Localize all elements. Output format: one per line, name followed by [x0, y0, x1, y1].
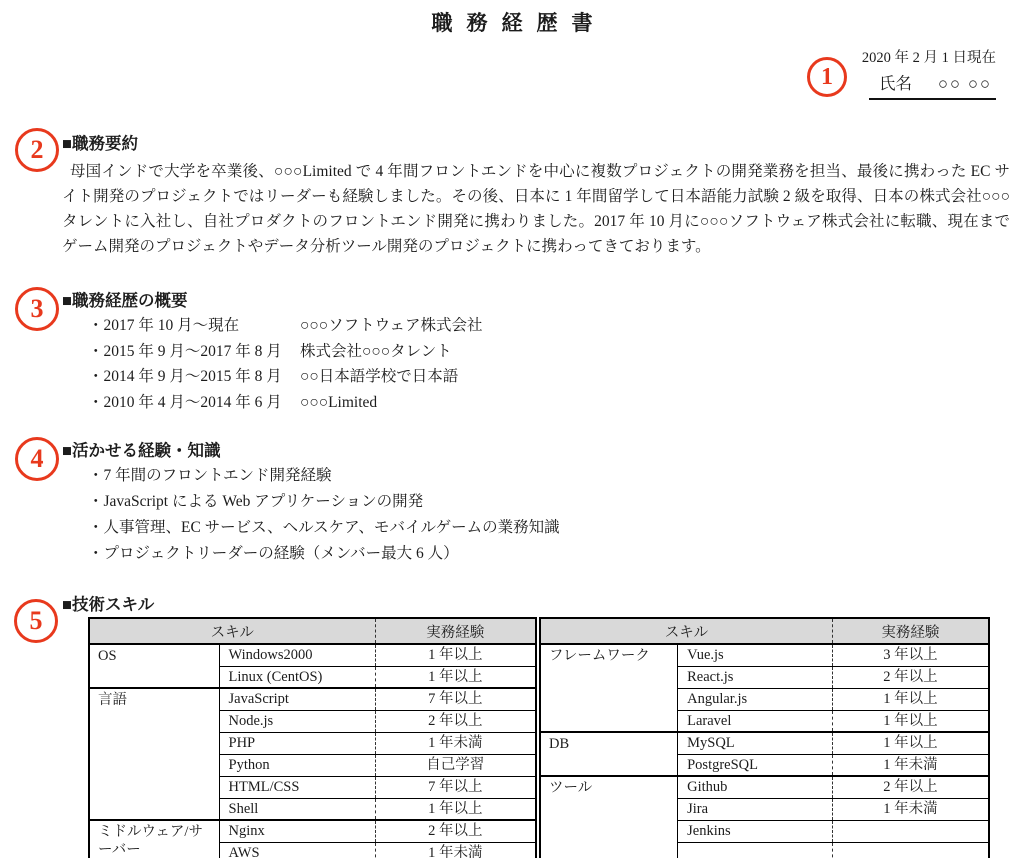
column-header-skill: スキル: [540, 618, 832, 644]
skill-cell: Jenkins: [678, 820, 833, 842]
table-header-row: [89, 618, 536, 644]
summary-paragraph: 母国インドで大学を卒業後、○○○Limited で 4 年間フロントエンドを中心に複数プロジェクトの開発業務を担当、最後に携わった EC サイト開発のプロジェクトではリーダーも経験しました。その後、日本に 1 年間留学して日本語能力試験 2 級を取得、日本の株式会社○○○タレントに入社し、自社プロダクトのフロントエンド開発に携わりました。2017 年 10 月に○○○ソフトウェア株式会社に転職、現在までゲーム開発のプロジェクトやデータ分析ツール開発のプロジェクトに携わってきております。: [62, 163, 1010, 255]
skill-cell: AWS: [219, 842, 375, 858]
history-company: 株式会社○○○タレント: [300, 342, 452, 360]
annotation-circle-3: 3: [15, 287, 59, 331]
skill-cell: Nginx: [219, 820, 375, 842]
experience-cell: 1 年未満: [832, 798, 989, 820]
skill-cell: React.js: [678, 666, 833, 688]
skill-cell: Jira: [678, 798, 833, 820]
skill-cell: Node.js: [219, 710, 375, 732]
experience-cell: [832, 820, 989, 842]
history-item: [88, 364, 1024, 390]
skill-cell: MySQL: [678, 732, 833, 754]
experience-heading: ■活かせる経験・知識: [62, 441, 221, 460]
annotation-circle-5: 5: [14, 599, 58, 643]
column-header-experience: 実務経験: [375, 618, 536, 644]
category-cell: DB: [540, 732, 678, 776]
annotation-circle-2: 2: [15, 128, 59, 172]
skill-cell: HTML/CSS: [219, 776, 375, 798]
name-value: ○○ ○○: [938, 74, 992, 93]
history-company: ○○○Limited: [300, 393, 378, 411]
skills-tables: [88, 617, 1024, 858]
history-period: ・2010 年 4 月～2014 年 6 月: [88, 393, 282, 411]
table-row: [89, 644, 536, 666]
category-cell: ツール: [540, 776, 678, 858]
history-item: [88, 313, 1024, 339]
experience-cell: 2 年以上: [375, 820, 536, 842]
skill-cell: Vue.js: [678, 644, 833, 666]
experience-cell: 1 年未満: [832, 754, 989, 776]
history-company: ○○○ソフトウェア株式会社: [300, 317, 483, 334]
experience-cell: 1 年以上: [375, 644, 536, 666]
skill-cell: Angular.js: [678, 688, 833, 710]
experience-item: ・7 年間のフロントエンド開発経験: [88, 467, 332, 484]
column-header-experience: 実務経験: [832, 618, 989, 644]
category-cell: 言語: [89, 688, 219, 820]
experience-cell: 1 年以上: [832, 710, 989, 732]
skill-cell: Github: [678, 776, 833, 798]
skill-cell: [678, 842, 833, 858]
experience-cell: 2 年以上: [832, 776, 989, 798]
skill-cell: Python: [219, 754, 375, 776]
category-cell: ミドルウェア/サーバー: [89, 820, 219, 858]
history-list: [88, 313, 1024, 415]
table-row: [540, 732, 989, 754]
experience-cell: 自己学習: [375, 754, 536, 776]
annotation-circle-1: 1: [807, 57, 847, 97]
skills-table-right: [539, 617, 990, 858]
table-row: [89, 820, 536, 842]
experience-item: ・プロジェクトリーダーの経験（メンバー最大 6 人）: [88, 545, 459, 562]
table-row: [89, 688, 536, 710]
name-label: 氏名: [879, 74, 912, 93]
table-row: [540, 776, 989, 798]
category-cell: フレームワーク: [540, 644, 678, 732]
experience-cell: 1 年未満: [375, 842, 536, 858]
skill-cell: Windows2000: [219, 644, 375, 666]
page-title: 職務経歴書: [431, 11, 607, 35]
document-header: [0, 48, 1024, 100]
skill-cell: PHP: [219, 732, 375, 754]
annotation-circle-4: 4: [15, 437, 59, 481]
experience-item: ・JavaScript による Web アプリケーションの開発: [88, 493, 424, 510]
table-row: [540, 644, 989, 666]
skills-heading: ■技術スキル: [62, 595, 155, 614]
experience-cell: 7 年以上: [375, 688, 536, 710]
skills-table-left: [88, 617, 537, 858]
history-item: [88, 390, 1024, 416]
table-header-row: [540, 618, 989, 644]
experience-cell: 1 年以上: [832, 732, 989, 754]
experience-cell: [832, 842, 989, 858]
experience-cell: 1 年以上: [375, 666, 536, 688]
column-header-skill: スキル: [89, 618, 375, 644]
skill-cell: Laravel: [678, 710, 833, 732]
experience-cell: 7 年以上: [375, 776, 536, 798]
history-heading: ■職務経歴の概要: [62, 291, 188, 310]
history-company: ○○日本語学校で日本語: [300, 368, 459, 385]
experience-cell: 1 年未満: [375, 732, 536, 754]
history-period: ・2015 年 9 月～2017 年 8 月: [88, 342, 282, 360]
experience-cell: 1 年以上: [832, 688, 989, 710]
experience-cell: 2 年以上: [832, 666, 989, 688]
history-period: ・2017 年 10 月～現在: [88, 317, 240, 334]
summary-heading: ■職務要約: [62, 134, 138, 153]
skill-cell: Linux (CentOS): [219, 666, 375, 688]
history-period: ・2014 年 9 月～2015 年 8 月: [88, 368, 282, 385]
experience-cell: 2 年以上: [375, 710, 536, 732]
skill-cell: PostgreSQL: [678, 754, 833, 776]
skill-cell: Shell: [219, 798, 375, 820]
experience-cell: 1 年以上: [375, 798, 536, 820]
issue-date: 2020 年 2 月 1 日現在: [861, 50, 996, 66]
category-cell: OS: [89, 644, 219, 688]
history-item: [88, 339, 1024, 365]
experience-item: ・人事管理、EC サービス、ヘルスケア、モバイルゲームの業務知識: [88, 519, 560, 536]
name-field: [869, 71, 996, 100]
skill-cell: JavaScript: [219, 688, 375, 710]
experience-list: [88, 463, 1024, 567]
experience-cell: 3 年以上: [832, 644, 989, 666]
